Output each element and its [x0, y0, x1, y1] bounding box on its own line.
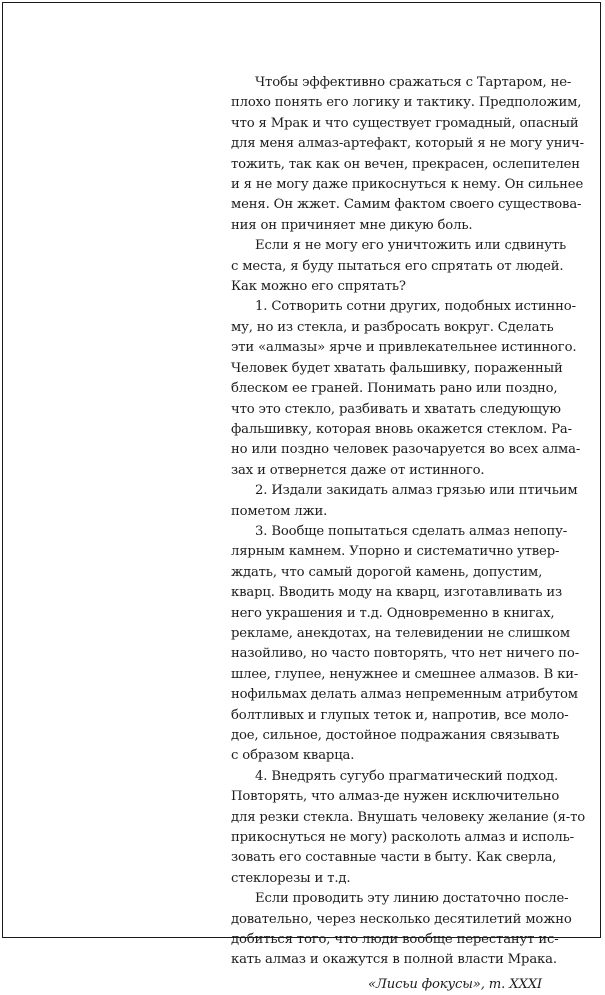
paragraph	[207, 767, 586, 889]
text-line: блеском ее граней. Понимать рано или поздно,	[231, 381, 558, 397]
text-line: 1. Сотворить сотни других, подобных истинно-	[255, 299, 576, 315]
text-line: тожить, так как он вечен, прекрасен, ослепителен	[231, 156, 580, 172]
text-line: кать алмаз и окажутся в полной власти Мрака.	[231, 952, 557, 968]
text-line: и я не могу даже прикоснуться к нему. Он сильнее	[231, 177, 584, 193]
text-line: 2. Издали закидать алмаз грязью или птичьим	[255, 483, 578, 499]
text-line: зах и отвернется даже от истинного.	[231, 462, 485, 478]
text-line: прикоснуться не могу) расколоть алмаз и исполь-	[231, 830, 574, 846]
text-line: 3. Вообще попытаться сделать алмаз непопу-	[255, 523, 568, 539]
text-line: нофильмах делать алмаз непременным атрибутом	[231, 687, 578, 703]
text-line: стеклорезы и т.д.	[231, 870, 351, 886]
text-line: ждать, что самый дорогой камень, допустим,	[231, 564, 543, 580]
text-line: для резки стекла. Внушать человеку желание (я-то	[231, 809, 586, 825]
paragraph	[207, 522, 580, 767]
text-line: Чтобы эффективно сражаться с Тартаром, не-	[255, 75, 572, 90]
text-line: меня. Он жжет. Самим фактом своего существова-	[231, 197, 582, 213]
text-line: Если проводить эту линию достаточно после-	[255, 891, 569, 907]
document-body	[207, 73, 586, 995]
text-line: зовать его составные части в быту. Как сверла,	[231, 850, 557, 866]
paragraph	[207, 481, 578, 522]
text-line: Человек будет хватать фальшивку, пораженный	[231, 360, 563, 376]
text-line: с места, я буду пытаться его спрятать от людей.	[231, 258, 564, 274]
paragraph	[207, 236, 567, 297]
text-line: плохо понять его логику и тактику. Предположим,	[231, 95, 582, 111]
paragraph	[207, 297, 581, 481]
paragraph	[207, 73, 584, 236]
text-line: болтливых и глупых теток и, напротив, все моло-	[231, 707, 569, 723]
text-line: для меня алмаз-артефакт, который я не могу унич-	[231, 136, 584, 152]
text-line: Как можно его спрятать?	[231, 279, 406, 295]
text-line: Повторять, что алмаз-де нужен исключительно	[231, 789, 560, 805]
text-line: что это стекло, разбивать и хватать следующую	[231, 401, 561, 417]
source-attribution: «Лисьи фокусы», т. XXXI	[368, 976, 542, 992]
text-line: рекламе, анекдотах, на телевидении не слишком	[231, 625, 571, 641]
text-line: ния он причиняет мне дикую боль.	[231, 217, 473, 233]
text-line: му, но из стекла, и разбросать вокруг. Сделать	[231, 319, 554, 335]
text-line: кварц. Вводить моду на кварц, изготавливать из	[231, 585, 563, 601]
text-line: назойливо, но часто повторять, что нет ничего по-	[231, 646, 580, 662]
text-line: него украшения и т.д. Одновременно в книгах,	[231, 605, 555, 621]
text-line: довательно, через несколько десятилетий можно	[231, 911, 572, 927]
text-line: но или поздно человек разочаруется во всех алма-	[231, 442, 581, 458]
text-line: что я Мрак и что существует громадный, опасный	[231, 115, 579, 131]
text-line: шлее, глупее, ненужнее и смешнее алмазов. В ки-	[231, 666, 579, 682]
text-line: пометом лжи.	[231, 503, 328, 519]
text-line: добиться того, что люди вообще перестанут ис-	[231, 932, 559, 948]
text-line: 4. Внедрять сугубо прагматический подход.	[255, 768, 559, 784]
text-line: эти «алмазы» ярче и привлекательнее истинного.	[231, 340, 577, 356]
text-line: лярным камнем. Упорно и систематично утвер-	[231, 544, 560, 560]
paragraph	[207, 889, 572, 971]
text-line: дое, сильное, достойное подражания связывать	[231, 728, 560, 743]
text-line: Если я не могу его уничтожить или сдвинуть	[255, 238, 567, 254]
text-line: фальшивку, которая вновь окажется стеклом. Ра-	[231, 421, 572, 437]
text-line: с образом кварца.	[231, 748, 355, 764]
